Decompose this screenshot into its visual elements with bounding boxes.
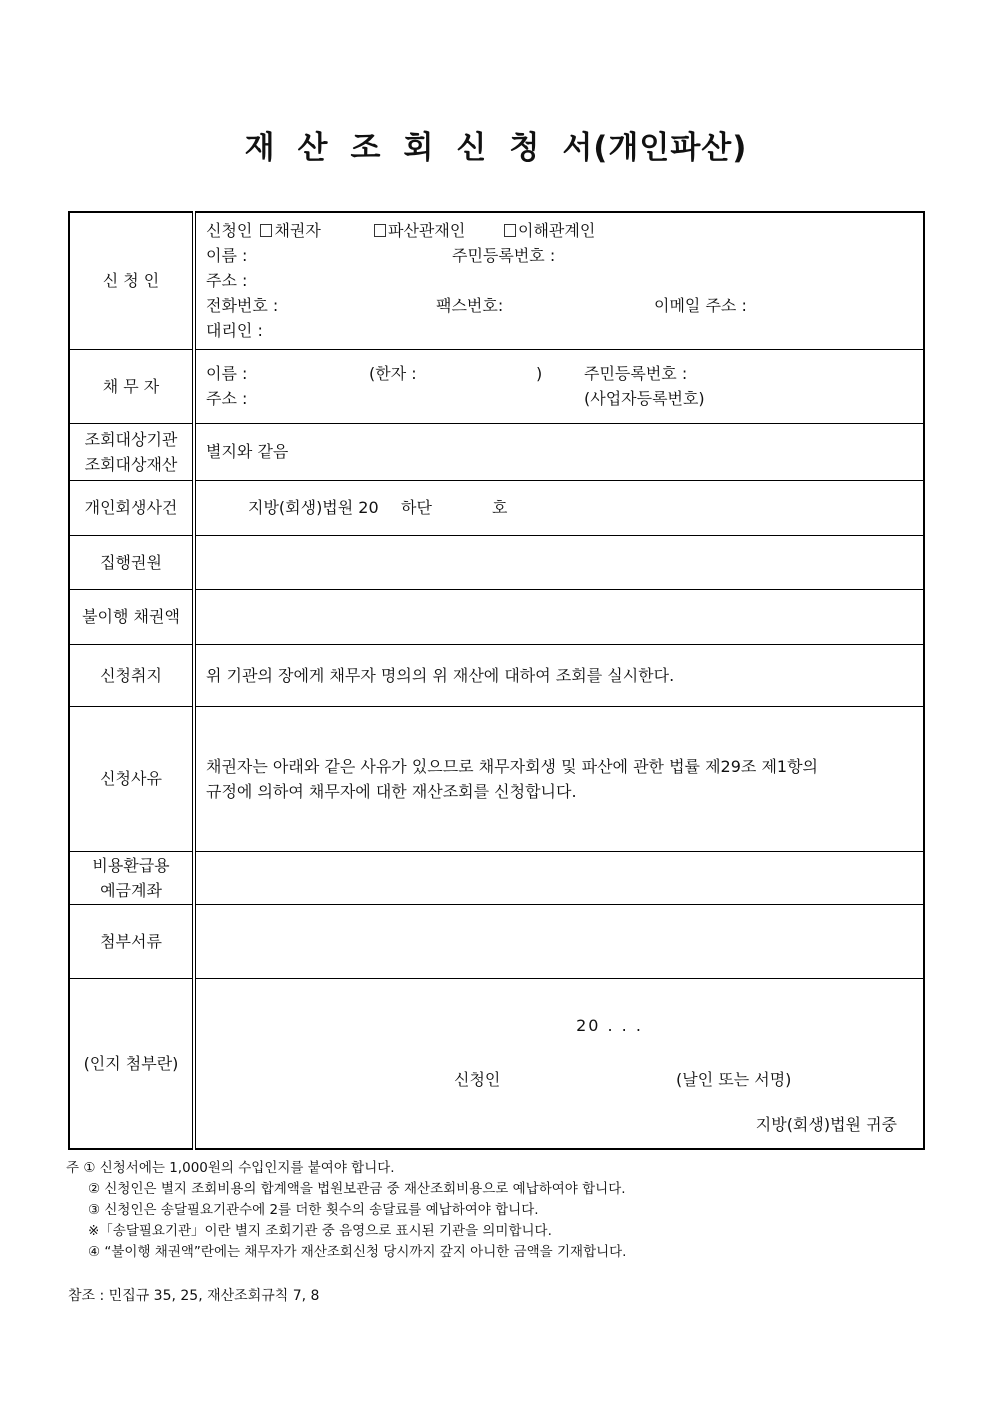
- notes: [66, 1158, 626, 1263]
- case-court: 지방(회생)법원 20: [248, 498, 379, 517]
- row-case: [69, 480, 924, 535]
- applicant-fax-field[interactable]: 팩스번호:: [436, 296, 504, 316]
- title-char: 조: [350, 130, 382, 166]
- target-label: 조회대상기관 조회대상재산: [69, 423, 194, 480]
- debtor-hanja-close: ): [536, 364, 543, 383]
- row-purpose: [69, 644, 924, 706]
- reference: 참조 : 민집규 35, 25, 재산조회규칙 7, 8: [68, 1288, 320, 1304]
- debtor-name-field[interactable]: 이름 :: [206, 364, 248, 383]
- note-item: ② 신청인은 별지 조회비용의 합계액을 법원보관금 중 재산조회비용으로 예납하여야 합니다.: [88, 1181, 626, 1197]
- debtor-rrn-field[interactable]: 주민등록번호 :: [584, 364, 688, 383]
- note-item: ④ “불이행 채권액”란에는 채무자가 재산조회신청 당시까지 갚지 아니한 금액을 기재합니다.: [88, 1244, 627, 1260]
- note-item: ※「송달필요기관」이란 별지 조회기관 중 음영으로 표시된 기관을 의미합니다.: [88, 1223, 552, 1239]
- reason-line: 규정에 의하여 채무자에 대한 재산조회를 신청합니다.: [206, 781, 577, 801]
- applicant-name-field[interactable]: 이름 :: [206, 246, 248, 266]
- applicant-agent-field[interactable]: 대리인 :: [206, 321, 263, 341]
- target-value[interactable]: 별지와 같음: [194, 423, 924, 480]
- title-char: 신: [456, 130, 488, 166]
- row-refund: [69, 851, 924, 904]
- enforcement-value[interactable]: [194, 535, 924, 589]
- applicant-sign-label: 신청인: [454, 1069, 501, 1089]
- applicant-prefix: 신청인: [206, 221, 253, 241]
- row-applicant: [69, 212, 924, 349]
- attach-value[interactable]: [194, 904, 924, 978]
- applicant-address-field[interactable]: 주소 :: [206, 271, 248, 291]
- enforcement-label: 집행권원: [69, 535, 194, 589]
- creditor-checkbox[interactable]: [260, 224, 272, 237]
- interested-party-option-label: 이해관계인: [518, 221, 596, 241]
- seal-or-signature-field[interactable]: (날인 또는 서명): [676, 1069, 792, 1089]
- title-char: 재: [244, 130, 276, 166]
- unpaid-value[interactable]: [194, 589, 924, 644]
- row-debtor: [69, 349, 924, 423]
- creditor-option-label: 채권자: [274, 221, 321, 241]
- purpose-value: 위 기관의 장에게 채무자 명의의 위 재산에 대하여 조회를 실시한다.: [194, 644, 924, 706]
- title-char: 회: [403, 130, 435, 166]
- case-label: 개인회생사건: [69, 480, 194, 535]
- stamp-label: (인지 첨부란): [69, 978, 194, 1149]
- debtor-hanja-field[interactable]: (한자 :: [369, 364, 417, 383]
- row-target: [69, 423, 924, 480]
- reason-value: [194, 706, 924, 851]
- row-reason: [69, 706, 924, 851]
- refund-value[interactable]: [194, 851, 924, 904]
- title-char: 청: [509, 130, 541, 166]
- applicant-rrn-field[interactable]: 주민등록번호 :: [452, 246, 556, 266]
- title-char: 산: [297, 130, 329, 166]
- purpose-label: 신청취지: [69, 644, 194, 706]
- reason-line: 채권자는 아래와 같은 사유가 있으므로 채무자회생 및 파산에 관한 법률 제29조 제1항의: [206, 756, 818, 776]
- debtor-label: 채 무 자: [69, 349, 194, 423]
- row-stamp: [69, 978, 924, 1149]
- stamp-area: [194, 978, 924, 1149]
- row-attach: [69, 904, 924, 978]
- case-number-suffix: 호: [492, 498, 508, 517]
- case-type: 하단: [401, 498, 432, 517]
- note-item: ③ 신청인은 송달필요기관수에 2를 더한 횟수의 송달료를 예납하여야 합니다.: [88, 1202, 539, 1218]
- row-unpaid: [69, 589, 924, 644]
- unpaid-label: 불이행 채권액: [69, 589, 194, 644]
- title-char: 서(개인파산): [562, 130, 748, 166]
- reason-label: 신청사유: [69, 706, 194, 851]
- applicant-fields: [194, 212, 924, 349]
- court-addressee: 지방(회생)법원 귀중: [755, 1114, 897, 1134]
- applicant-phone-field[interactable]: 전화번호 :: [206, 296, 279, 316]
- row-enforcement: [69, 535, 924, 589]
- trustee-checkbox[interactable]: [374, 224, 386, 237]
- interested-party-checkbox[interactable]: [504, 224, 516, 237]
- attach-label: 첨부서류: [69, 904, 194, 978]
- case-value[interactable]: [194, 480, 924, 535]
- application-form: [68, 211, 925, 1150]
- applicant-label: 신 청 인: [69, 212, 194, 349]
- applicant-email-field[interactable]: 이메일 주소 :: [654, 296, 747, 316]
- note-item: 주 ① 신청서에는 1,000원의 수입인지를 붙여야 합니다.: [66, 1160, 395, 1176]
- trustee-option-label: 파산관재인: [388, 221, 466, 241]
- page-title: [0, 122, 992, 167]
- date-field[interactable]: 20 . . .: [576, 1015, 643, 1035]
- debtor-fields: [194, 349, 924, 423]
- debtor-address-field[interactable]: 주소 :: [206, 389, 248, 408]
- refund-label: 비용환급용 예금계좌: [69, 851, 194, 904]
- debtor-biz-number-field[interactable]: (사업자등록번호): [584, 389, 705, 408]
